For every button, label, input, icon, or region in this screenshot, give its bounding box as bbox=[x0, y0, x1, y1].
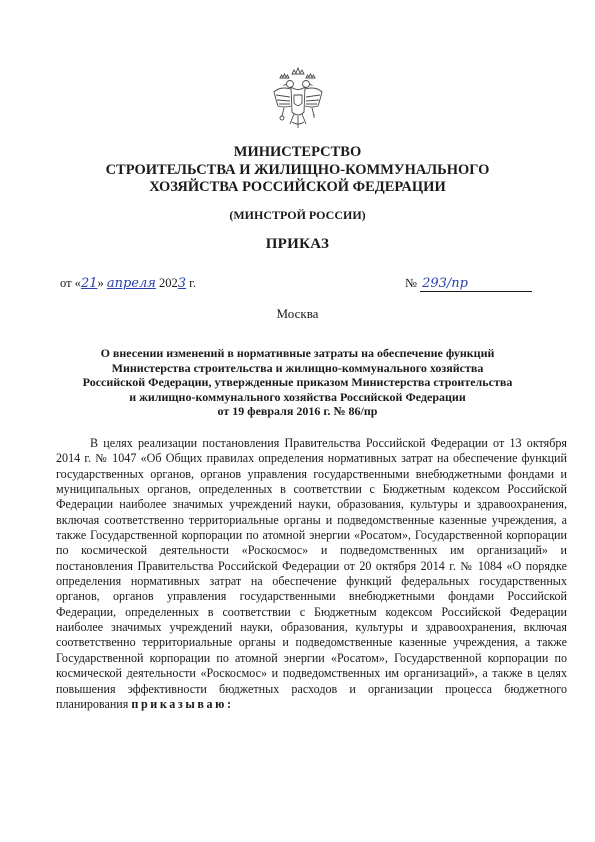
date-day: 21 bbox=[80, 276, 98, 291]
subject-line: Российской Федерации, утвержденные приказом Министерства строительства bbox=[82, 375, 513, 389]
subject-line: Министерства строительства и жилищно-коммунального хозяйства bbox=[111, 360, 484, 375]
document-type: ПРИКАЗ bbox=[265, 236, 330, 252]
body-text: В целях реализации постановления Правительства Российской Федерации от 13 октября 2014 г. № 1047 «Об Общих правилах определения нормативных затрат на обеспечение функций государственных органов, органов управления государственными внебюджетными фондами и муниципальных органов, определенных в соответствии с Бюджетным кодексом Российской Федерации наиболее значимых учреждений науки, образования, культуры и здравоохранения, включая соответственно территориальные органы и подведомственные казенные учреждения, а также Государственной корпорации по атомной энергии «Росатом», Государственной корпорации по космической деятельности «Роскосмос» и подведомственных им организаций» и постановления Правительства Российской Федерации от 20 октября 2014 г. № 1084 «О порядке определения нормативных затрат на обеспечение функций федеральных государственных органов, органов управления государственными внебюджетными фондами Российской Федерации, определенных в соответствии с Бюджетным кодексом Российской Федерации наиболее значимых учреждений науки, образования, культуры и здравоохранения, включая соответственно территориальные органы и подведомственные казенные учреждения, а также Государственной корпорации по атомной энергии «Росатом», Государственной корпорации по космической деятельности «Роскосмос» и подведомственных им организаций», а также в целях повышения эффективности бюджетных расходов и организации процесса бюджетного планирования bbox=[56, 436, 567, 711]
ministry-line: СТРОИТЕЛЬСТВА И ЖИЛИЩНО-КОММУНАЛЬНОГО bbox=[105, 161, 490, 178]
ministry-short-name: (МИНСТРОЙ РОССИИ) bbox=[229, 208, 366, 222]
date-prefix: от « bbox=[60, 276, 81, 290]
ministry-line: ХОЗЯЙСТВА РОССИЙСКОЙ ФЕДЕРАЦИИ bbox=[149, 179, 446, 195]
ministry-name bbox=[40, 144, 555, 197]
body-paragraph bbox=[56, 436, 567, 712]
subject-line: и жилищно-коммунального хозяйства Российской Федерации bbox=[129, 389, 466, 404]
date-year-suffix: 3 bbox=[177, 276, 187, 291]
ministry-line: МИНИСТЕРСТВО bbox=[233, 144, 362, 160]
number-value: 293/пр bbox=[420, 276, 532, 292]
subject-line: О внесении изменений в нормативные затраты на обеспечение функций bbox=[100, 346, 495, 360]
issue-city: Москва bbox=[276, 306, 319, 321]
date-month: апреля bbox=[106, 276, 156, 291]
date-suffix: г. bbox=[186, 276, 197, 290]
subject-line: от 19 февраля 2016 г. № 86/пр bbox=[217, 404, 378, 418]
order-number bbox=[405, 276, 532, 292]
order-directive: приказываю: bbox=[131, 696, 234, 711]
order-date bbox=[60, 276, 196, 291]
number-prefix: № bbox=[405, 276, 421, 290]
date-year-prefix: 202 bbox=[155, 276, 178, 290]
order-subject bbox=[70, 346, 525, 419]
date-mid: » bbox=[97, 276, 107, 290]
russian-coat-of-arms-icon bbox=[270, 66, 326, 134]
